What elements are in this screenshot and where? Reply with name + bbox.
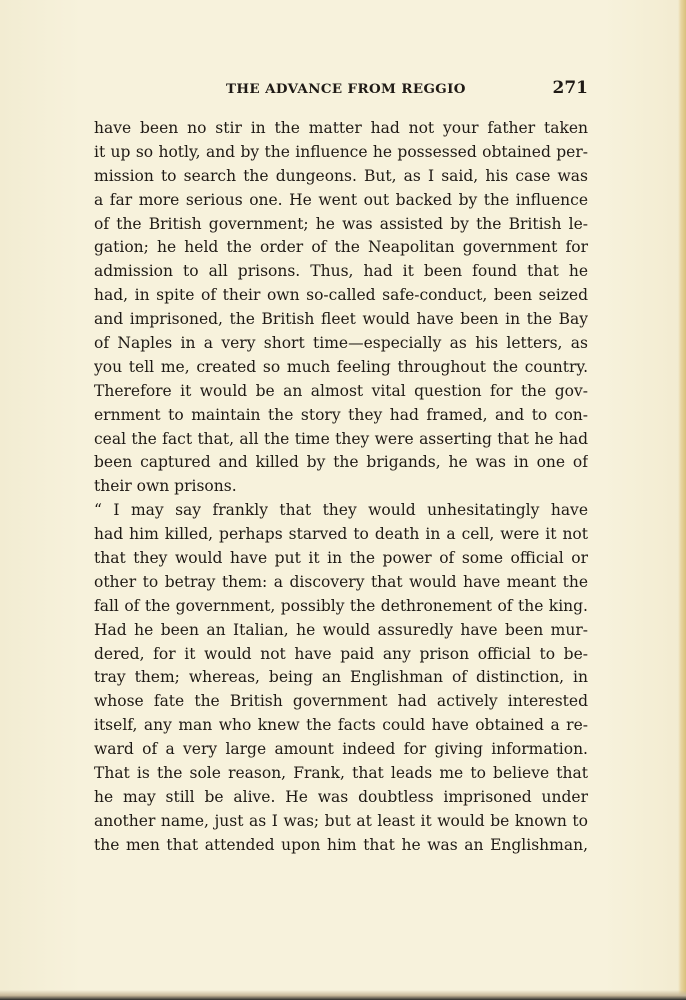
page-number: 271 [552,78,588,98]
text-line: ceal the fact that, all the time they were asserting that he had [94,429,588,448]
text-line: that they would have put it in the power of some official or [94,549,588,568]
text-line: ernment to maintain the story they had framed, and to con- [94,405,588,424]
text-line: ward of a very large amount indeed for giving information. [94,740,588,759]
text-line: Therefore it would be an almost vital question for the gov- [94,381,588,400]
text-line: gation; he held the order of the Neapolitan government for [94,238,588,257]
text-line: another name, just as I was; but at least it would be known to [94,811,588,830]
text-line: other to betray them: a discovery that would have meant the [94,572,588,591]
text-line: whose fate the British government had actively interested [94,692,588,711]
text-line: tray them; whereas, being an Englishman of distinction, in [94,668,588,687]
text-line: he may still be alive. He was doubtless imprisoned under [94,787,588,806]
text-line: had him killed, perhaps starved to death in a cell, were it not [94,525,588,544]
text-line: and imprisoned, the British fleet would have been in the Bay [94,310,588,329]
text-line: you tell me, created so much feeling throughout the country. [94,357,588,376]
page-bottom-edge [0,990,686,1000]
text-line: itself, any man who knew the facts could have obtained a re- [94,716,588,735]
text-line: admission to all prisons. Thus, had it been found that he [94,262,588,281]
text-line: their own prisons. [94,477,237,496]
body-text [94,117,588,858]
running-title: THE ADVANCE FROM REGGIO [226,81,466,97]
text-line: a far more serious one. He went out backed by the influence [94,190,588,209]
text-line: Had he been an Italian, he would assuredly have been mur- [94,620,588,639]
page-header [94,78,588,102]
text-line: dered, for it would not have paid any prison official to be- [94,644,588,663]
text-line: it up so hotly, and by the influence he possessed obtained per- [94,142,588,161]
text-line: have been no stir in the matter had not your father taken [94,119,588,137]
text-line: mission to search the dungeons. But, as I said, his case was [94,166,588,185]
text-line: had, in spite of their own so-called safe-conduct, been seized [94,286,588,305]
text-line: of the British government; he was assisted by the British le- [94,214,588,233]
text-line: of Naples in a very short time—especially as his letters, as [94,334,588,353]
text-line: “ I may say frankly that they would unhesitatingly have [94,501,588,520]
text-line: fall of the government, possibly the dethronement of the king. [94,596,588,615]
text-line: been captured and killed by the brigands, he was in one of [94,453,588,472]
text-line: That is the sole reason, Frank, that leads me to believe that [94,764,588,783]
text-line: the men that attended upon him that he was an Englishman, [94,835,588,854]
page-right-edge [678,0,686,1000]
